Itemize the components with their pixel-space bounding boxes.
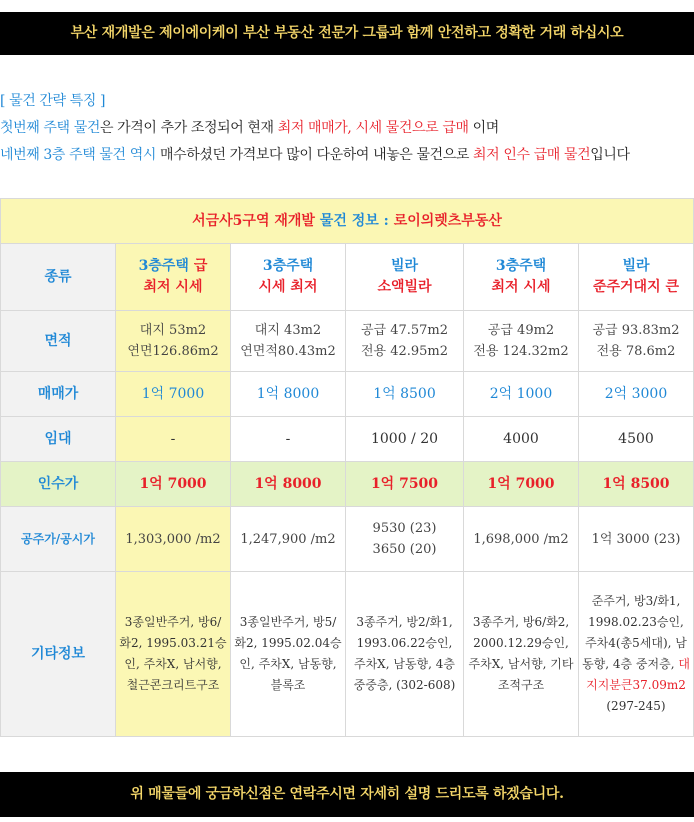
table-title xyxy=(1,199,694,244)
type-1-a2: 급 xyxy=(188,258,208,274)
official-3-a: 9530 (23) xyxy=(372,521,437,536)
sale-cell-1: 1억 7000 xyxy=(116,372,231,417)
area-3-a: 공급 47.57m2 xyxy=(360,323,449,338)
area-3-b: 전용 42.95m2 xyxy=(360,344,449,359)
takeover-cell-5: 1억 8500 xyxy=(579,462,694,507)
takeover-cell-3: 1억 7500 xyxy=(346,462,464,507)
type-4-a: 3층주택 xyxy=(495,258,547,274)
intro-line-1-text: 은 가격이 추가 조정되어 현재 xyxy=(99,120,278,136)
sale-cell-3: 1억 8500 xyxy=(346,372,464,417)
area-4-a: 공급 49m2 xyxy=(487,323,555,338)
etc-cell-2: 3종일반주거, 방5/화2, 1995.02.04승인, 주차X, 남동향, 블록조 xyxy=(231,572,346,737)
rent-cell-3: 1000 / 20 xyxy=(346,417,464,462)
etc-5-c: (297-245) xyxy=(606,699,666,713)
rent-cell-2: - xyxy=(231,417,346,462)
takeover-cell-1: 1억 7000 xyxy=(116,462,231,507)
intro-line-2-end: 입니다 xyxy=(590,147,630,163)
official-3-b: 3650 (20) xyxy=(372,542,437,557)
type-1-b: 최저 시세 xyxy=(143,279,203,295)
intro-line-1-subject: 첫번째 주택 물건 xyxy=(0,120,100,136)
table-title-area: 서금사5구역 재개발 xyxy=(192,212,315,229)
intro-line-1 xyxy=(0,115,694,142)
rent-cell-4: 4000 xyxy=(464,417,579,462)
official-cell-1: 1,303,000 /m2 xyxy=(116,507,231,572)
takeover-cell-4: 1억 7000 xyxy=(464,462,579,507)
area-cell-1 xyxy=(116,311,231,372)
area-cell-4 xyxy=(464,311,579,372)
intro-line-2 xyxy=(0,142,694,169)
type-4-b: 최저 시세 xyxy=(491,279,551,295)
row-label-sale: 매매가 xyxy=(1,372,116,417)
sale-cell-2: 1억 8000 xyxy=(231,372,346,417)
table-row-sale xyxy=(1,372,694,417)
intro-line-1-emphasis: 최저 매매가, 시세 물건으로 급매 xyxy=(277,120,469,136)
table-row-rent xyxy=(1,417,694,462)
area-2-a: 대지 43m2 xyxy=(254,323,322,338)
table-title-mid: 물건 정보 : xyxy=(314,212,394,229)
table-row-official xyxy=(1,507,694,572)
rent-cell-5: 4500 xyxy=(579,417,694,462)
row-label-area: 면적 xyxy=(1,311,116,372)
row-label-etc: 기타정보 xyxy=(1,572,116,737)
takeover-cell-2: 1억 8000 xyxy=(231,462,346,507)
intro-section xyxy=(0,88,694,169)
area-cell-2 xyxy=(231,311,346,372)
type-cell-2 xyxy=(231,244,346,311)
table-title-row xyxy=(1,199,694,244)
area-2-b: 연면적80.43m2 xyxy=(240,344,336,359)
etc-cell-4: 3종주거, 방6/화2, 2000.12.29승인, 주차X, 남서향, 기타조적구조 xyxy=(464,572,579,737)
official-cell-3 xyxy=(346,507,464,572)
official-cell-4: 1,698,000 /m2 xyxy=(464,507,579,572)
intro-line-2-emphasis: 최저 인수 급매 물건 xyxy=(473,147,591,163)
area-4-b: 전용 124.32m2 xyxy=(473,344,569,359)
area-1-a: 대지 53m2 xyxy=(139,323,207,338)
table-title-agency: 로이의렛츠부동산 xyxy=(393,212,502,229)
table-row-area xyxy=(1,311,694,372)
etc-cell-1: 3종일반주거, 방6/화2, 1995.03.21승인, 주차X, 남서향, 철근콘크리트구조 xyxy=(116,572,231,737)
official-cell-5: 1억 3000 (23) xyxy=(579,507,694,572)
top-banner: 부산 재개발은 제이에이케이 부산 부동산 전문가 그룹과 함께 안전하고 정확한 거래 하십시오 xyxy=(0,12,694,55)
type-cell-4 xyxy=(464,244,579,311)
sale-cell-5: 2억 3000 xyxy=(579,372,694,417)
row-label-type: 종류 xyxy=(1,244,116,311)
rent-cell-1: - xyxy=(116,417,231,462)
listing-table xyxy=(0,198,694,737)
type-3-b: 소액빌라 xyxy=(377,279,432,295)
area-cell-5 xyxy=(579,311,694,372)
intro-line-2-text: 매수하셨던 가격보다 많이 다운하여 내놓은 물건으로 xyxy=(155,147,474,163)
type-cell-1 xyxy=(116,244,231,311)
official-cell-2: 1,247,900 /m2 xyxy=(231,507,346,572)
etc-5-b: 대지지분큰37.09m2 xyxy=(586,657,690,692)
type-cell-5 xyxy=(579,244,694,311)
row-label-official: 공주가/공시가 xyxy=(1,507,116,572)
type-cell-3 xyxy=(346,244,464,311)
type-2-b: 시세 최저 xyxy=(258,279,318,295)
area-5-b: 전용 78.6m2 xyxy=(596,344,676,359)
table-row-type xyxy=(1,244,694,311)
area-1-b: 연면126.86m2 xyxy=(127,344,219,359)
intro-heading: [ 물건 간략 특징 ] xyxy=(0,93,106,109)
intro-line-1-end: 이며 xyxy=(468,120,499,136)
type-3-a: 빌라 xyxy=(390,258,419,274)
type-5-a: 빌라 xyxy=(622,258,650,274)
area-5-a: 공급 93.83m2 xyxy=(592,323,680,338)
row-label-takeover: 인수가 xyxy=(1,462,116,507)
area-cell-3 xyxy=(346,311,464,372)
etc-cell-3: 3종주거, 방2/화1, 1993.06.22승인, 주차X, 남동향, 4층중중층, (302-608) xyxy=(346,572,464,737)
type-5-b: 준주거대지 큰 xyxy=(592,279,680,295)
table-row-takeover xyxy=(1,462,694,507)
table-row-etc xyxy=(1,572,694,737)
etc-cell-5 xyxy=(579,572,694,737)
sale-cell-4: 2억 1000 xyxy=(464,372,579,417)
type-2-a: 3층주택 xyxy=(262,258,314,274)
bottom-banner: 위 매물들에 궁금하신점은 연락주시면 자세히 설명 드리도록 하겠습니다. xyxy=(0,772,694,817)
etc-5-a: 준주거, 방3/화1, 1998.02.23승인, 주차4(총5세대), 남동향, 4층 중저층, xyxy=(582,594,687,671)
row-label-rent: 임대 xyxy=(1,417,116,462)
intro-line-2-subject: 네번째 3층 주택 물건 역시 xyxy=(0,147,156,163)
type-1-a: 3층주택 xyxy=(138,258,189,274)
